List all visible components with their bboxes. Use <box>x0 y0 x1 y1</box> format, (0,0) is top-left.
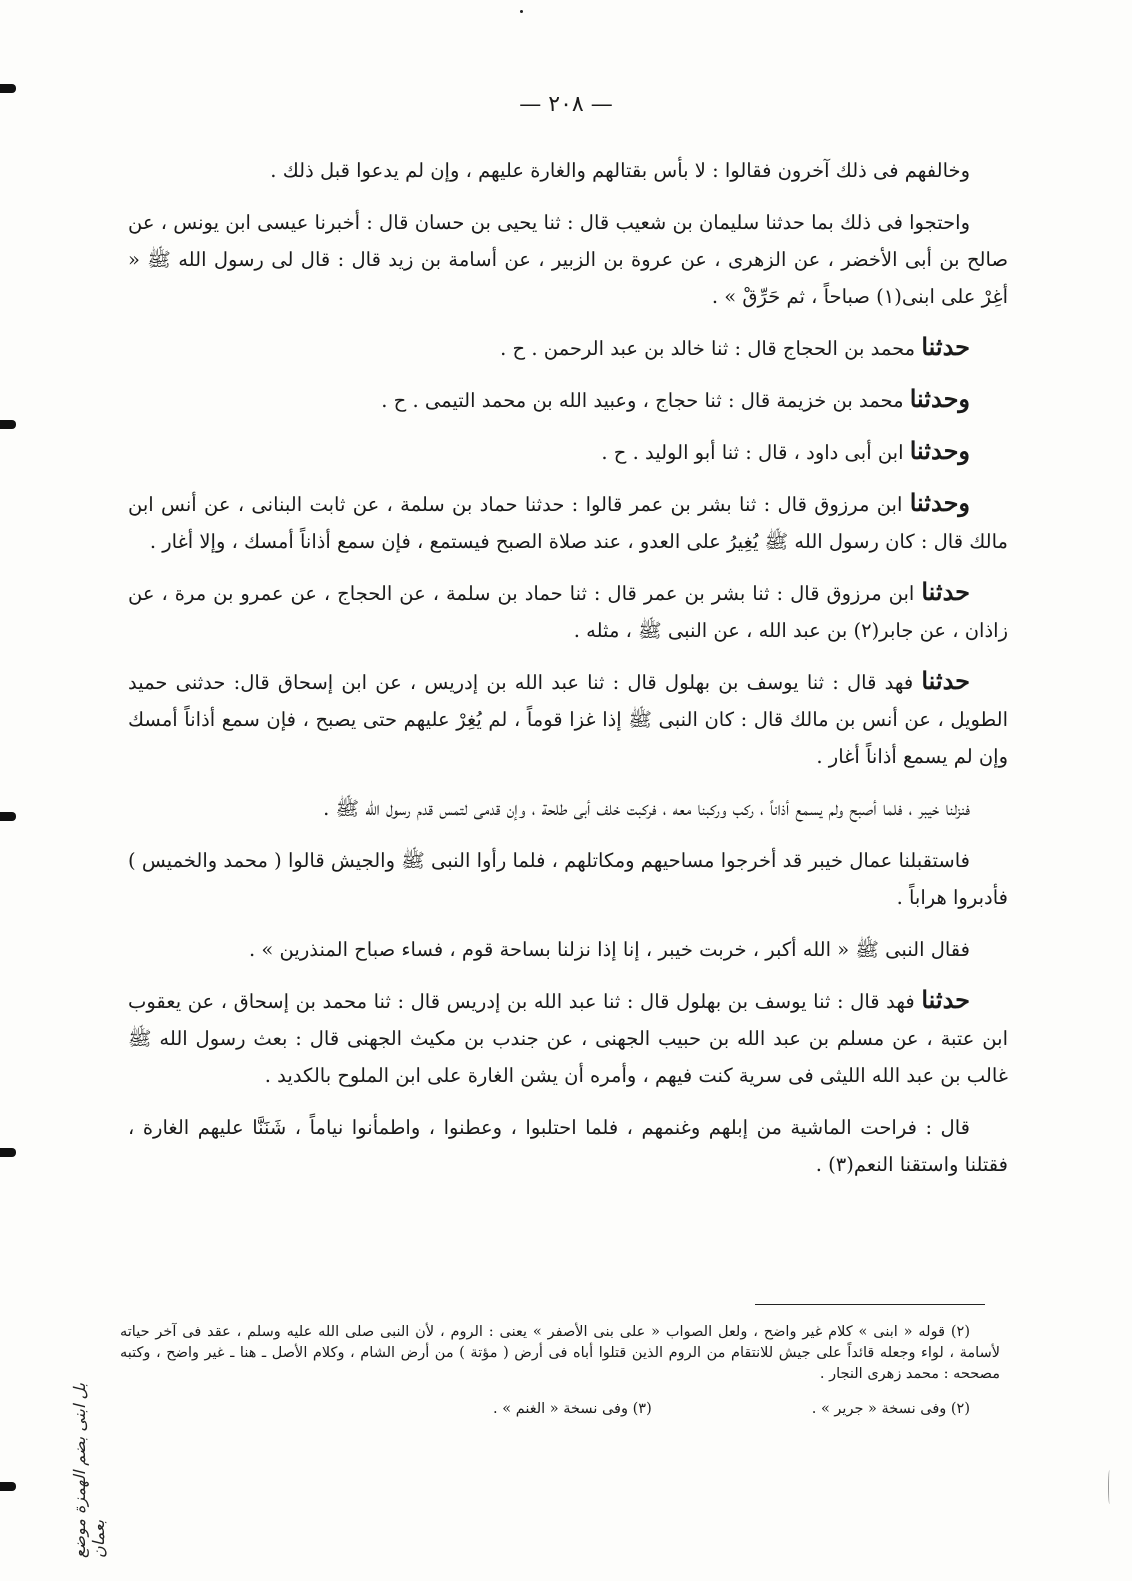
paragraph-text: ابن أبى داود ، قال : ثنا أبو الوليد . ح . <box>601 441 904 464</box>
footnote-2: (٢) وفى نسخة « جرير » . <box>811 1401 970 1417</box>
binding-mark <box>0 812 16 821</box>
paragraph-11 <box>128 929 1008 968</box>
footnote-1: (٢) قوله « ابنى » كلام غير واضح ، ولعل الصواب « على بنى الأصفر » يعنى : الروم ، لأن النبى صلى الله عليه وسلم ، عقد فى آخر حياته لأسامة ، لواء وجعله قائداً على جيش للانتقام من الروم الذين قتلوا أباه فى أرض ( مؤتة ) من أرض الشام ، وكلام الأصل ـ هنا ـ غير واضح ، وكتبه مصححه : محمد زهرى النجار . <box>120 1324 1000 1382</box>
hadith-marker: حدثنا <box>921 332 970 361</box>
paragraph-9 <box>128 788 1008 827</box>
page-number: — ٢٠٨ — <box>519 92 613 117</box>
footnotes <box>120 1322 1000 1420</box>
hadith-marker: وحدثنا <box>909 488 970 517</box>
paragraph-2 <box>128 202 1008 315</box>
main-text <box>128 150 1008 1196</box>
binding-mark <box>0 420 16 429</box>
hadith-marker: حدثنا <box>921 577 970 606</box>
paragraph-text: وخالفهم فى ذلك آخرون فقالوا : لا بأس بقتالهم والغارة عليهم ، وإن لم يدعوا قبل ذلك . <box>270 159 970 182</box>
paragraph-1 <box>128 150 1008 189</box>
paragraph-text: فقال النبى ﷺ « الله أكبر ، خربت خيبر ، إنا إذا نزلنا بساحة قوم ، فساء صباح المنذرين » . <box>249 938 970 961</box>
scan-mark <box>1108 1470 1111 1504</box>
paragraph-12 <box>128 981 1008 1094</box>
hadith-marker: وحدثنا <box>909 384 970 413</box>
paragraph-6 <box>128 484 1008 560</box>
handwritten-margin-note: بل ابنى بضم الهمزة موضع بعمان <box>70 1382 108 1558</box>
paragraph-text: ابن مرزوق قال : ثنا بشر بن عمر قالوا : حدثنا حماد بن سلمة ، عن ثابت البنانى ، عن أنس ابن مالك قال : كان رسول الله ﷺ يُغِيرُ على العدو ، عند صلاة الصبح فيستمع ، فإن سمع أذاناً أمسك ، وإلا أغار . <box>128 493 1008 553</box>
paragraph-8 <box>128 662 1008 775</box>
paragraph-text: فهد قال : ثنا يوسف بن بهلول قال : ثنا عبد الله بن إدريس ، عن ابن إسحاق قال: حدثنى حميد الطويل ، عن أنس بن مالك قال : كان النبى ﷺ إذا غزا قوماً ، لم يُغِرْ عليهم حتى يصبح ، فإن سمع أذاناً أمسك وإن لم يسمع أذاناً أغار . <box>128 671 1008 768</box>
footnote-divider <box>755 1304 985 1305</box>
paragraph-text: فاستقبلنا عمال خيبر قد أخرجوا مساحيهم ومكاتلهم ، فلما رأوا النبى ﷺ والجيش قالوا ( محمد والخميس ) فأدبروا هراباً . <box>128 849 1008 909</box>
paragraph-3 <box>128 328 1008 367</box>
paragraph-7 <box>128 573 1008 649</box>
paragraph-text: محمد بن خزيمة قال : ثنا حجاج ، وعبيد الله بن محمد التيمى . ح . <box>381 389 904 412</box>
paragraph-text: فهد قال : ثنا يوسف بن بهلول قال : ثنا عبد الله بن إدريس قال : ثنا محمد بن إسحاق ، عن يعقوب ابن عتبة ، عن مسلم بن عبد الله بن حبيب الجهنى ، عن جندب بن مكيث الجهنى قال : بعث رسول الله ﷺ غالب بن عبد الله الليثى فى سرية كنت فيهم ، وأمره أن يشن الغارة على ابن الملوح بالكديد . <box>128 990 1008 1087</box>
footnote-row <box>120 1399 1000 1420</box>
paragraph-text: واحتجوا فى ذلك بما حدثنا سليمان بن شعيب قال : ثنا يحيى بن حسان قال : أخبرنا عيسى ابن يونس ، عن صالح بن أبى الأخضر ، عن الزهرى ، عن عروة بن الزبير ، عن أسامة بن زيد قال : قال لى رسول الله ﷺ « أغِرْ على ابنى(١) صباحاً ، ثم حَرِّقْ » . <box>128 211 1008 308</box>
paragraph-text: قال : فراحت الماشية من إبلهم وغنمهم ، فلما احتلبوا ، وعطنوا ، واطمأنوا نياماً ، شَنَنَّا عليهم الغارة ، فقتلنا واستقنا النعم(٣) . <box>128 1116 1008 1176</box>
hadith-marker: حدثنا <box>921 985 970 1014</box>
binding-mark <box>0 84 16 93</box>
binding-mark <box>0 1148 16 1157</box>
paragraph-5 <box>128 432 1008 471</box>
footnote-3: (٣) وفى نسخة « الغنم » . <box>493 1401 652 1417</box>
paragraph-text: فنزلنا خيبر ، فلما أصبح ولم يسمع أذاناً ، ركب وركبنا معه ، فركبت خلف أبى طلحة ، وإن قدمى لتمس قدم رسول الله ﷺ . <box>323 797 970 820</box>
paragraph-text: ابن مرزوق قال : ثنا بشر بن عمر قال : ثنا حماد بن سلمة ، عن الحجاج ، عن عمرو بن مرة ، عن زاذان ، عن جابر(٢) بن عبد الله ، عن النبى ﷺ ، مثله . <box>128 582 1008 642</box>
hadith-marker: وحدثنا <box>909 436 970 465</box>
paragraph-4 <box>128 380 1008 419</box>
hadith-marker: حدثنا <box>921 666 970 695</box>
paragraph-13 <box>128 1107 1008 1183</box>
paragraph-10 <box>128 840 1008 916</box>
paragraph-text: محمد بن الحجاج قال : ثنا خالد بن عبد الرحمن . ح . <box>500 337 916 360</box>
binding-mark <box>0 1482 16 1491</box>
scan-speck <box>520 10 523 13</box>
